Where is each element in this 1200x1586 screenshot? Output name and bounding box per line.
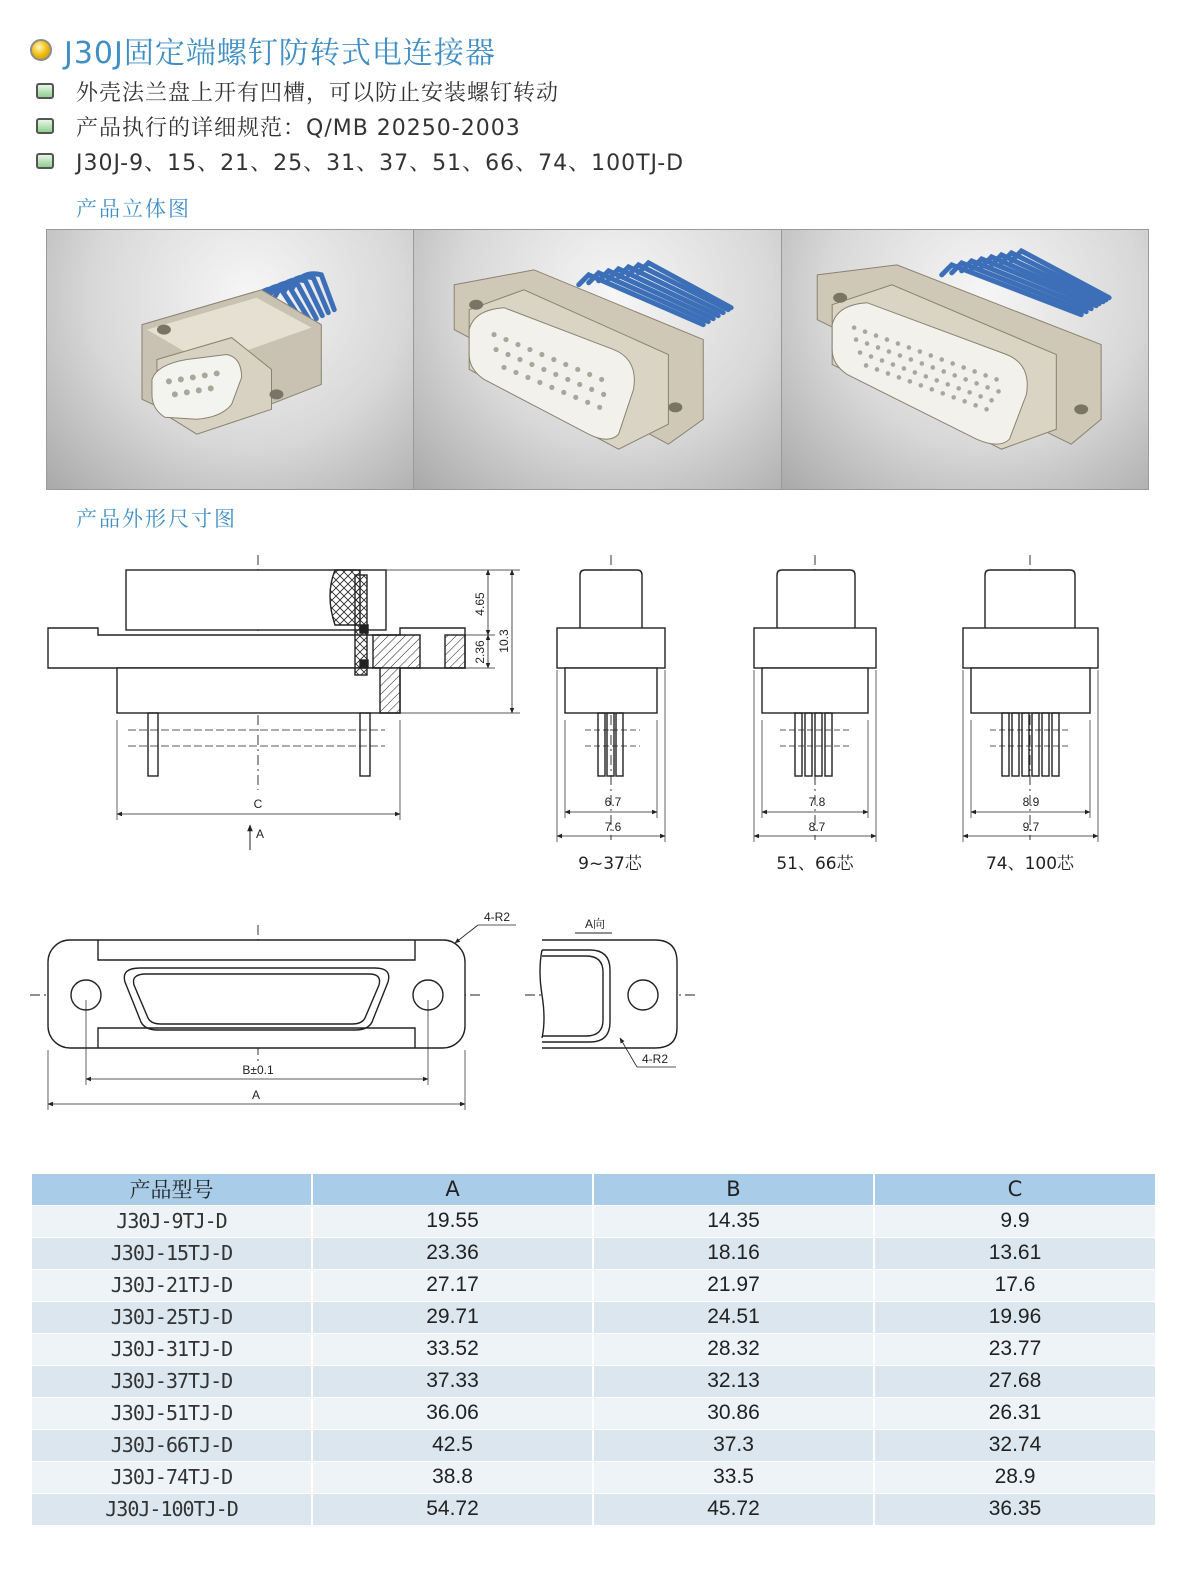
caption-51-66: 51、66芯	[776, 854, 854, 874]
caption-74-100: 74、100芯	[985, 854, 1075, 874]
title-bullet-icon	[30, 39, 52, 61]
product-photo-100pin	[782, 230, 1148, 489]
dim-6-7: 6.7	[604, 795, 622, 809]
cell-b: 28.32	[593, 1333, 874, 1365]
dim-7-6: 7.6	[604, 820, 622, 834]
dim-10-3: 10.3	[497, 629, 511, 653]
spec-text: 外壳法兰盘上开有凹槽，可以防止安装螺钉转动	[76, 80, 560, 106]
connector-9pin-illustration	[47, 230, 413, 489]
cell-model: J30J-37TJ-D	[32, 1365, 312, 1397]
cell-a: 38.8	[312, 1461, 593, 1493]
spec-line	[36, 146, 684, 176]
dim-4-r2-top: 4-R2	[483, 910, 511, 924]
dim-8-7: 8.7	[808, 820, 826, 834]
header-b: B	[593, 1174, 874, 1205]
square-bullet-icon	[36, 118, 54, 134]
cell-a: 23.36	[312, 1237, 593, 1269]
table-row	[32, 1269, 1155, 1301]
page-title: J30J固定端螺钉防转式电连接器	[64, 36, 496, 71]
header-c: C	[874, 1174, 1155, 1205]
dim-c: C	[253, 797, 263, 811]
table-row	[32, 1333, 1155, 1365]
cell-b: 30.86	[593, 1397, 874, 1429]
cell-b: 33.5	[593, 1461, 874, 1493]
cell-model: J30J-100TJ-D	[32, 1493, 312, 1525]
spec-line	[36, 76, 559, 106]
spec-line	[36, 111, 521, 141]
product-photo-51pin	[414, 230, 781, 489]
table-row	[32, 1461, 1155, 1493]
spec-text: J30J-9、15、21、25、31、37、51、66、74、100TJ-D	[76, 150, 685, 176]
dim-7-8: 7.8	[808, 795, 826, 809]
dim-8-9: 8.9	[1022, 795, 1040, 809]
side-view	[48, 555, 520, 850]
table-row	[32, 1397, 1155, 1429]
table-row	[32, 1301, 1155, 1333]
cell-b: 32.13	[593, 1365, 874, 1397]
cell-b: 14.35	[593, 1205, 874, 1237]
cell-model: J30J-9TJ-D	[32, 1205, 312, 1237]
dimension-table	[32, 1174, 1155, 1525]
cell-b: 45.72	[593, 1493, 874, 1525]
cell-c: 19.96	[874, 1301, 1155, 1333]
drawing-canvas	[0, 540, 1200, 1120]
table-row	[32, 1205, 1155, 1237]
cell-model: J30J-15TJ-D	[32, 1237, 312, 1269]
cell-c: 27.68	[874, 1365, 1155, 1397]
table-row	[32, 1237, 1155, 1269]
table-header-row	[32, 1174, 1155, 1205]
cell-model: J30J-51TJ-D	[32, 1397, 312, 1429]
section-label-drawings: 产品外形尺寸图	[76, 507, 237, 531]
front-view	[30, 925, 516, 1110]
square-bullet-icon	[36, 153, 54, 169]
label-a-view: A向	[584, 917, 606, 931]
cell-c: 23.77	[874, 1333, 1155, 1365]
header-model: 产品型号	[32, 1174, 312, 1205]
section-label-photos: 产品立体图	[76, 197, 191, 221]
dim-2-36: 2.36	[473, 640, 487, 664]
cell-c: 17.6	[874, 1269, 1155, 1301]
cell-model: J30J-74TJ-D	[32, 1461, 312, 1493]
dim-9-7: 9.7	[1022, 820, 1040, 834]
connector-100pin-illustration	[782, 230, 1148, 489]
cell-a: 54.72	[312, 1493, 593, 1525]
cell-b: 24.51	[593, 1301, 874, 1333]
square-bullet-icon	[36, 83, 54, 99]
caption-9-37: 9~37芯	[578, 854, 642, 874]
cell-a: 29.71	[312, 1301, 593, 1333]
product-photo-9pin	[47, 230, 414, 489]
cell-b: 37.3	[593, 1429, 874, 1461]
dim-b-tolerance: B±0.1	[242, 1063, 274, 1077]
cell-b: 18.16	[593, 1237, 874, 1269]
cell-a: 42.5	[312, 1429, 593, 1461]
cell-a: 27.17	[312, 1269, 593, 1301]
title-row	[30, 30, 496, 70]
cell-a: 33.52	[312, 1333, 593, 1365]
cell-c: 9.9	[874, 1205, 1155, 1237]
cell-c: 36.35	[874, 1493, 1155, 1525]
dimension-drawings	[0, 540, 1200, 1120]
cell-a: 19.55	[312, 1205, 593, 1237]
cell-model: J30J-66TJ-D	[32, 1429, 312, 1461]
cell-model: J30J-21TJ-D	[32, 1269, 312, 1301]
cell-b: 21.97	[593, 1269, 874, 1301]
spec-text: 产品执行的详细规范：Q/MB 20250-2003	[76, 115, 521, 141]
cell-a: 37.33	[312, 1365, 593, 1397]
table-row	[32, 1493, 1155, 1525]
view-arrow-a: A	[256, 827, 265, 841]
cell-model: J30J-31TJ-D	[32, 1333, 312, 1365]
product-photo-strip	[46, 229, 1149, 490]
cell-c: 13.61	[874, 1237, 1155, 1269]
table-row	[32, 1365, 1155, 1397]
cell-c: 28.9	[874, 1461, 1155, 1493]
header-a: A	[312, 1174, 593, 1205]
dim-a-overall: A	[251, 1088, 261, 1102]
table-row	[32, 1429, 1155, 1461]
a-direction-view	[525, 933, 695, 1067]
connector-51pin-illustration	[414, 230, 780, 489]
cell-c: 32.74	[874, 1429, 1155, 1461]
cell-model: J30J-25TJ-D	[32, 1301, 312, 1333]
dim-4-65: 4.65	[473, 592, 487, 616]
cell-c: 26.31	[874, 1397, 1155, 1429]
cell-a: 36.06	[312, 1397, 593, 1429]
dim-4-r2-bottom: 4-R2	[641, 1052, 669, 1066]
